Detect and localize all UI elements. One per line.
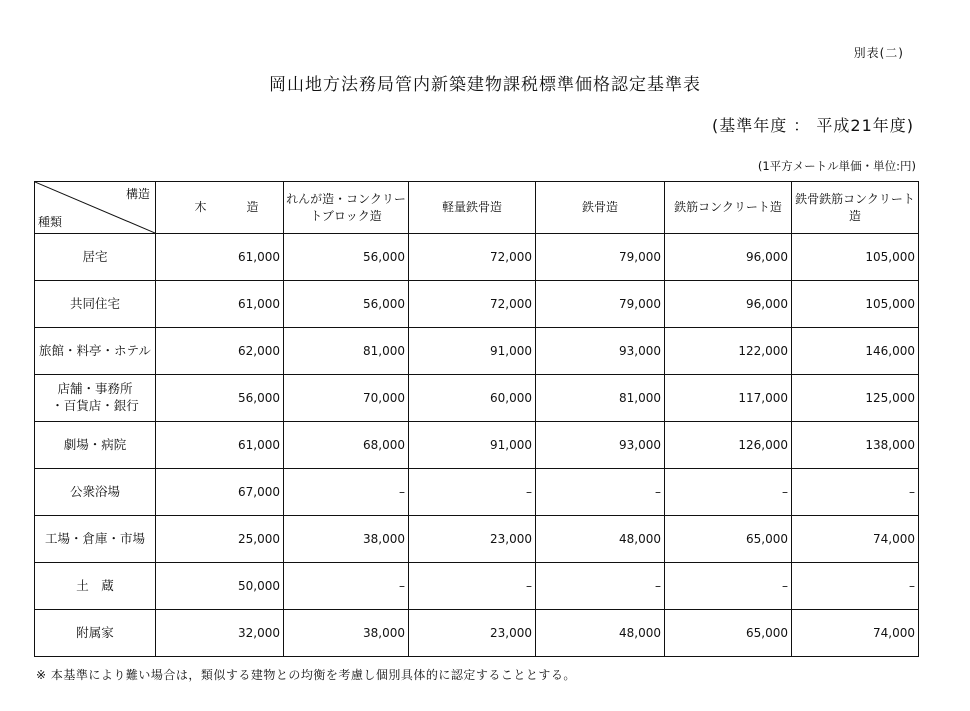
row-label: 土 蔵 [35, 563, 156, 610]
price-cell: 38,000 [284, 610, 409, 657]
price-cell: 79,000 [536, 234, 665, 281]
column-header-light-steel: 軽量鉄骨造 [409, 182, 536, 234]
price-cell: – [792, 469, 919, 516]
price-cell: 81,000 [536, 375, 665, 422]
table-row [35, 281, 919, 328]
price-cell: – [409, 469, 536, 516]
table-row [35, 328, 919, 375]
row-label: 共同住宅 [35, 281, 156, 328]
price-cell: 32,000 [156, 610, 284, 657]
price-cell: 56,000 [284, 234, 409, 281]
price-cell: – [536, 563, 665, 610]
row-label: 工場・倉庫・市場 [35, 516, 156, 563]
price-cell: 48,000 [536, 610, 665, 657]
column-header-brick: れんが造・コンクリートブロック造 [284, 182, 409, 234]
price-cell: 50,000 [156, 563, 284, 610]
price-cell: – [792, 563, 919, 610]
price-cell: 23,000 [409, 516, 536, 563]
row-label: 店舗・事務所 ・百貨店・銀行 [35, 375, 156, 422]
price-cell: 23,000 [409, 610, 536, 657]
table-row [35, 234, 919, 281]
unit-note: (1平方メートル単価・単位:円) [757, 159, 916, 173]
corner-header-cell [35, 182, 156, 234]
price-cell: 70,000 [284, 375, 409, 422]
column-header-steel: 鉄骨造 [536, 182, 665, 234]
price-cell: 74,000 [792, 610, 919, 657]
document-title: 岡山地方法務局管内新築建物課税標準価格認定基準表 [269, 75, 701, 95]
price-cell: 61,000 [156, 281, 284, 328]
price-cell: – [284, 563, 409, 610]
price-cell: 56,000 [156, 375, 284, 422]
table-row [35, 422, 919, 469]
price-cell: 105,000 [792, 234, 919, 281]
price-cell: 72,000 [409, 234, 536, 281]
table-row [35, 610, 919, 657]
attachment-label: 別表(二) [853, 46, 904, 60]
price-cell: 93,000 [536, 328, 665, 375]
price-cell: 65,000 [665, 516, 792, 563]
price-cell: 74,000 [792, 516, 919, 563]
price-cell: 122,000 [665, 328, 792, 375]
price-cell: 93,000 [536, 422, 665, 469]
price-cell: 72,000 [409, 281, 536, 328]
price-cell: 38,000 [284, 516, 409, 563]
price-cell: 81,000 [284, 328, 409, 375]
price-cell: 61,000 [156, 234, 284, 281]
price-cell: 96,000 [665, 234, 792, 281]
price-cell: – [665, 469, 792, 516]
price-cell: 126,000 [665, 422, 792, 469]
table-row [35, 375, 919, 422]
price-cell: 60,000 [409, 375, 536, 422]
price-table [34, 181, 919, 657]
price-cell: 62,000 [156, 328, 284, 375]
row-label: 附属家 [35, 610, 156, 657]
price-cell: 125,000 [792, 375, 919, 422]
price-cell: 25,000 [156, 516, 284, 563]
footnote: ※ 本基準により難い場合は，類似する建物との均衡を考慮し個別具体的に認定することとする。 [36, 668, 576, 682]
basis-year: (基準年度 ： 平成21年度) [711, 116, 914, 135]
price-cell: 91,000 [409, 422, 536, 469]
price-cell: 56,000 [284, 281, 409, 328]
price-cell: – [409, 563, 536, 610]
table-row [35, 516, 919, 563]
header-row [35, 182, 919, 234]
table-row [35, 469, 919, 516]
column-header-src: 鉄骨鉄筋コンクリート造 [792, 182, 919, 234]
price-cell: 138,000 [792, 422, 919, 469]
price-cell: 91,000 [409, 328, 536, 375]
price-cell: – [665, 563, 792, 610]
row-label: 旅館・料亭・ホテル [35, 328, 156, 375]
price-cell: 117,000 [665, 375, 792, 422]
type-header-label: 種類 [38, 214, 63, 229]
price-cell: 67,000 [156, 469, 284, 516]
table-row [35, 563, 919, 610]
price-cell: 68,000 [284, 422, 409, 469]
price-cell: 146,000 [792, 328, 919, 375]
price-cell: 105,000 [792, 281, 919, 328]
price-cell: – [284, 469, 409, 516]
structure-header-label: 構造 [125, 187, 150, 201]
row-label: 居宅 [35, 234, 156, 281]
column-header-rc: 鉄筋コンクリート造 [665, 182, 792, 234]
price-cell: 79,000 [536, 281, 665, 328]
row-label: 劇場・病院 [35, 422, 156, 469]
price-cell: 96,000 [665, 281, 792, 328]
price-cell: – [536, 469, 665, 516]
price-cell: 48,000 [536, 516, 665, 563]
column-header-wood: 木 造 [156, 182, 284, 234]
row-label: 公衆浴場 [35, 469, 156, 516]
price-cell: 61,000 [156, 422, 284, 469]
price-cell: 65,000 [665, 610, 792, 657]
